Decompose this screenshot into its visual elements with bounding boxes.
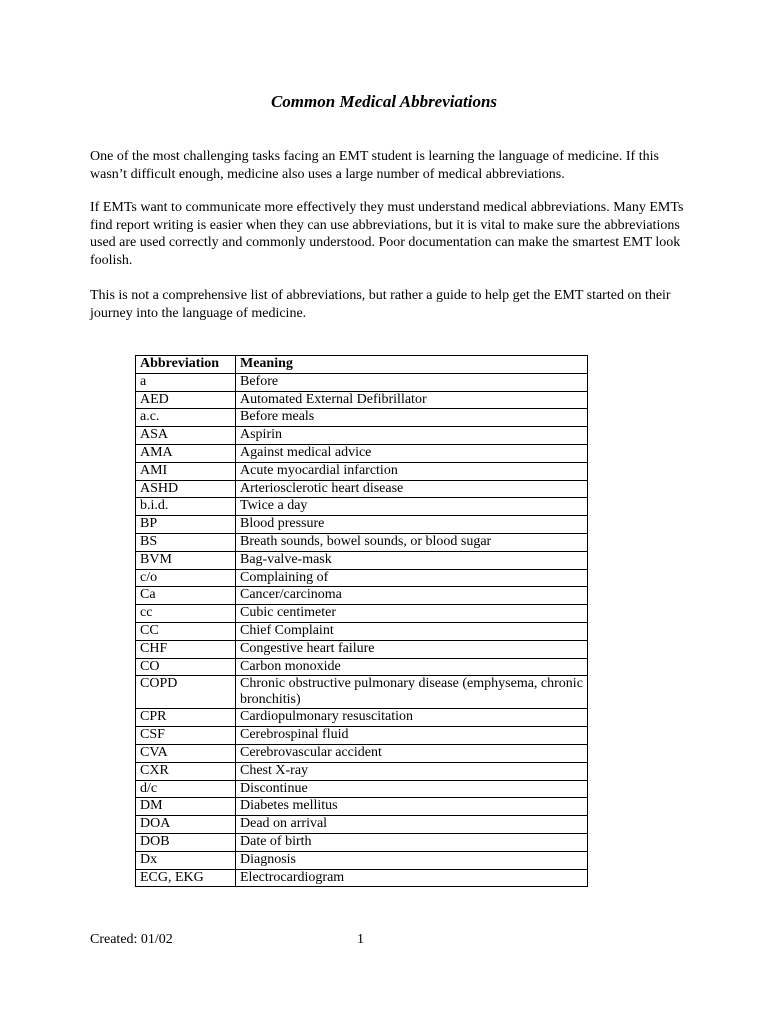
table-row (136, 798, 588, 816)
abbreviation-cell: CVA (136, 744, 236, 762)
abbreviation-cell: Ca (136, 587, 236, 605)
abbreviations-table (135, 355, 588, 887)
abbreviation-cell: AMI (136, 462, 236, 480)
meaning-cell: Bag-valve-mask (236, 551, 588, 569)
abbreviation-cell: CC (136, 622, 236, 640)
table-row (136, 444, 588, 462)
abbreviation-cell: ASA (136, 427, 236, 445)
meaning-cell: Acute myocardial infarction (236, 462, 588, 480)
meaning-cell: Discontinue (236, 780, 588, 798)
table-row (136, 516, 588, 534)
meaning-cell: Electrocardiogram (236, 869, 588, 887)
abbreviation-cell: d/c (136, 780, 236, 798)
meaning-cell: Cardiopulmonary resuscitation (236, 709, 588, 727)
header-abbreviation: Abbreviation (136, 356, 236, 374)
abbreviation-cell: CSF (136, 727, 236, 745)
meaning-cell: Chief Complaint (236, 622, 588, 640)
table-row (136, 780, 588, 798)
meaning-cell: Diagnosis (236, 851, 588, 869)
table-row (136, 551, 588, 569)
table-row (136, 676, 588, 709)
abbreviation-cell: BS (136, 533, 236, 551)
meaning-cell: Diabetes mellitus (236, 798, 588, 816)
table-row (136, 462, 588, 480)
abbreviation-cell: BP (136, 516, 236, 534)
table-row (136, 869, 588, 887)
footer-created: Created: 01/02 (90, 932, 173, 947)
table-row (136, 727, 588, 745)
meaning-cell: Cancer/carcinoma (236, 587, 588, 605)
meaning-cell: Aspirin (236, 427, 588, 445)
table-row (136, 762, 588, 780)
abbreviation-cell: Dx (136, 851, 236, 869)
abbreviation-cell: b.i.d. (136, 498, 236, 516)
abbreviation-cell: DM (136, 798, 236, 816)
meaning-cell: Blood pressure (236, 516, 588, 534)
meaning-cell: Chest X-ray (236, 762, 588, 780)
meaning-cell: Chronic obstructive pulmonary disease (emphysema, chronic bronchitis) (236, 676, 588, 709)
abbreviation-cell: CPR (136, 709, 236, 727)
abbreviation-cell: DOB (136, 833, 236, 851)
table-row (136, 533, 588, 551)
table-row (136, 658, 588, 676)
footer-page-number: 1 (357, 932, 364, 947)
meaning-cell: Cerebrospinal fluid (236, 727, 588, 745)
table-row (136, 391, 588, 409)
abbreviation-cell: ASHD (136, 480, 236, 498)
meaning-cell: Arteriosclerotic heart disease (236, 480, 588, 498)
meaning-cell: Complaining of (236, 569, 588, 587)
abbreviation-cell: c/o (136, 569, 236, 587)
table-row (136, 427, 588, 445)
abbreviation-cell: CO (136, 658, 236, 676)
table-row (136, 622, 588, 640)
abbreviation-cell: CXR (136, 762, 236, 780)
meaning-cell: Congestive heart failure (236, 640, 588, 658)
table-row (136, 605, 588, 623)
abbreviation-cell: cc (136, 605, 236, 623)
table-row (136, 816, 588, 834)
page-title: Common Medical Abbreviations (270, 92, 498, 111)
table-row (136, 569, 588, 587)
intro-paragraph-1: One of the most challenging tasks facing an EMT student is learning the language of medicine. If this wasn’t difficult enough, medicine also uses a large number of medical abbreviations. (90, 149, 659, 182)
abbreviation-cell: a (136, 373, 236, 391)
meaning-cell: Twice a day (236, 498, 588, 516)
table-row (136, 744, 588, 762)
header-meaning: Meaning (236, 356, 588, 374)
table-row (136, 851, 588, 869)
abbreviation-cell: BVM (136, 551, 236, 569)
table-row (136, 480, 588, 498)
abbreviation-cell: CHF (136, 640, 236, 658)
table-body (136, 373, 588, 887)
abbreviation-cell: ECG, EKG (136, 869, 236, 887)
table-row (136, 587, 588, 605)
meaning-cell: Against medical advice (236, 444, 588, 462)
abbreviation-cell: AMA (136, 444, 236, 462)
abbreviation-cell: AED (136, 391, 236, 409)
abbreviation-cell: COPD (136, 676, 236, 709)
meaning-cell: Dead on arrival (236, 816, 588, 834)
table-row (136, 640, 588, 658)
table-row (136, 373, 588, 391)
intro-paragraph-3: This is not a comprehensive list of abbreviations, but rather a guide to help get the EMT started on their journey into the language of medicine. (90, 288, 671, 321)
meaning-cell: Cubic centimeter (236, 605, 588, 623)
meaning-cell: Before meals (236, 409, 588, 427)
meaning-cell: Carbon monoxide (236, 658, 588, 676)
meaning-cell: Breath sounds, bowel sounds, or blood sugar (236, 533, 588, 551)
abbreviation-cell: DOA (136, 816, 236, 834)
table-row (136, 409, 588, 427)
abbreviation-cell: a.c. (136, 409, 236, 427)
table-row (136, 709, 588, 727)
table-header-row (136, 356, 588, 374)
meaning-cell: Date of birth (236, 833, 588, 851)
intro-paragraph-2: If EMTs want to communicate more effectively they must understand medical abbreviations. Many EMTs find report writing is easier when they can use abbreviations, but it is vital to make sure the abbreviations used are used correctly and commonly understood. Poor documentation can make the smartest EMT look foolish. (90, 200, 684, 268)
meaning-cell: Cerebrovascular accident (236, 744, 588, 762)
meaning-cell: Before (236, 373, 588, 391)
table-row (136, 498, 588, 516)
table-row (136, 833, 588, 851)
meaning-cell: Automated External Defibrillator (236, 391, 588, 409)
